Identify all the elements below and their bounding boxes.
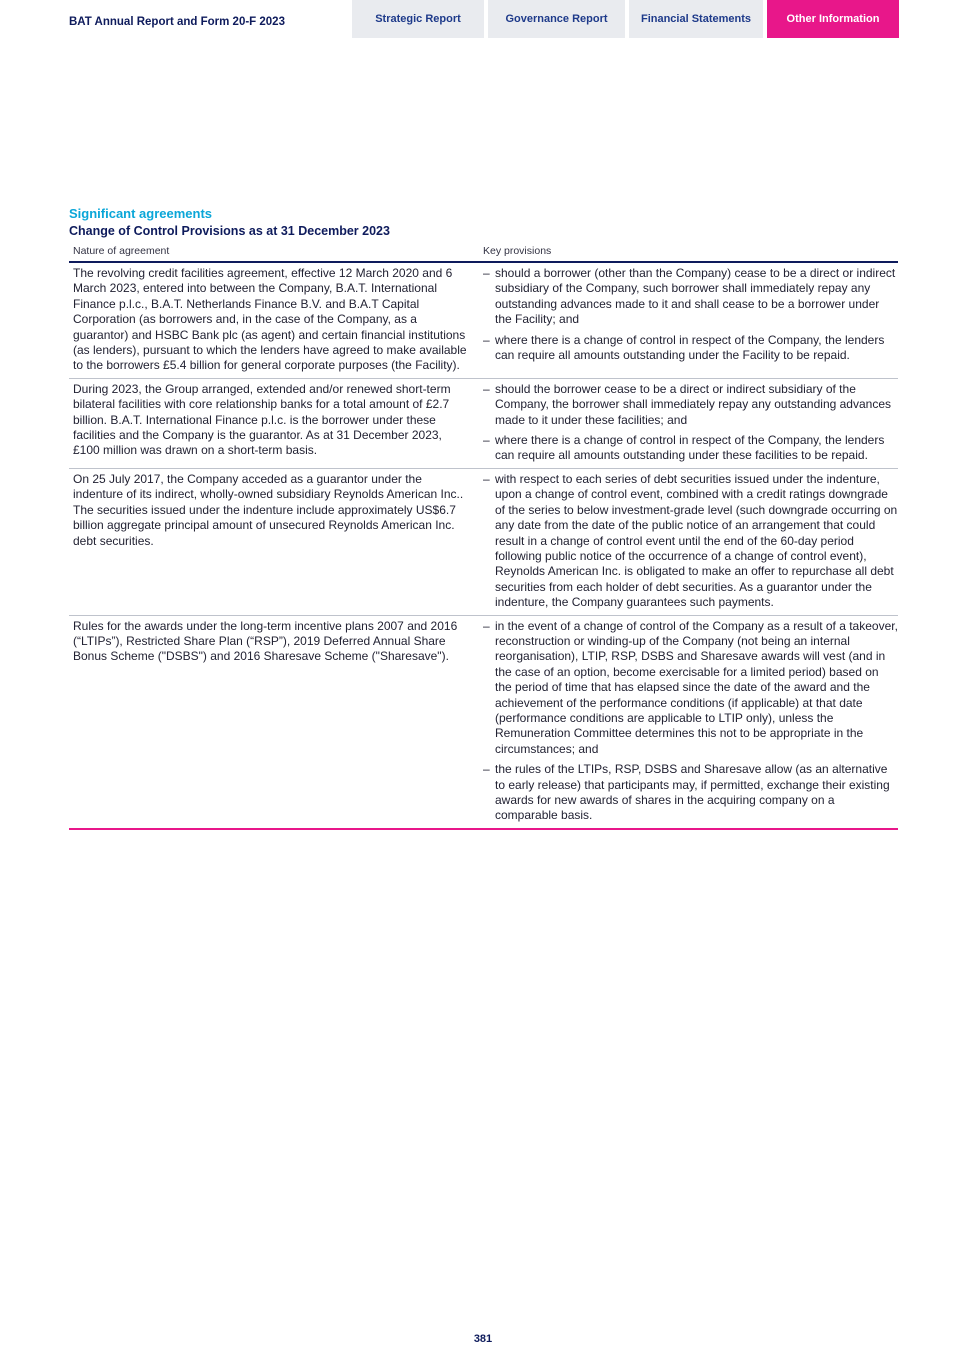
tab-other-information[interactable]: Other Information — [767, 0, 899, 38]
bullet-dash: – — [483, 471, 490, 486]
page-number: 381 — [473, 1333, 493, 1345]
table-title: Change of Control Provisions as at 31 December 2023 — [69, 224, 390, 238]
agreement-nature: On 25 July 2017, the Company acceded as a guarantor under the indenture of its indirect, wholly-owned subsidiary Reynolds American Inc.. The securities issued under the indenture include approximately US$6.7 billion aggregate principal amount of unsecured Reynolds American Inc. debt securities. — [73, 471, 464, 548]
table-row — [69, 263, 898, 379]
document-title: BAT Annual Report and Form 20-F 2023 — [69, 16, 285, 28]
bullet-dash: – — [483, 433, 490, 448]
provision-text: where there is a change of control in respect of the Company, the lenders can require all amounts outstanding under the Facility to be repaid. — [495, 332, 885, 363]
change-of-control-table — [69, 245, 898, 830]
table-row — [69, 379, 898, 469]
provision-text: should the borrower cease to be a direct or indirect subsidiary of the Company, the borrower shall immediately repay any outstanding advances made to it under these facilities; and — [495, 381, 891, 427]
tab-strategic-report[interactable]: Strategic Report — [352, 0, 484, 38]
provision-item — [483, 619, 898, 758]
key-provisions — [479, 619, 898, 824]
provision-item — [483, 266, 898, 328]
bullet-dash: – — [483, 332, 490, 347]
page-header — [0, 0, 966, 38]
section-tabs — [352, 0, 899, 38]
column-header-nature: Nature of agreement — [73, 245, 170, 257]
agreement-nature: During 2023, the Group arranged, extended and/or renewed short-term bilateral facilities with core relationship banks for a total amount of £2.7 billion. B.A.T. International Finance p.l.c. is the borrower under these facilities and the Company is the guarantor. As at 31 December 2023, £100 million was drawn on a short-term basis. — [73, 381, 451, 458]
table-row — [69, 616, 898, 828]
main-content — [69, 206, 898, 830]
agreement-nature: Rules for the awards under the long-term incentive plans 2007 and 2016 (“LTIPs”), Restricted Share Plan (“RSP”), 2019 Deferred Annual Share Bonus Scheme ("DSBS") and 2016 Sharesave Scheme ("Sharesave"). — [73, 618, 458, 664]
section-title: Significant agreements — [69, 206, 213, 221]
column-header-provisions: Key provisions — [483, 245, 552, 257]
provision-text: where there is a change of control in respect of the Company, the lenders can require all amounts outstanding under these facilities to be repaid. — [495, 433, 885, 463]
provision-item — [483, 762, 898, 824]
provision-item — [483, 382, 898, 428]
bullet-dash: – — [483, 762, 490, 777]
provision-item — [483, 433, 898, 464]
provision-item — [483, 472, 898, 611]
agreement-nature: The revolving credit facilities agreement, effective 12 March 2020 and 6 March 2023, entered into between the Company, B.A.T. International Finance p.l.c., B.A.T. Netherlands Finance B.V. and B.A.T Capital Corporation (as borrowers and, in the case of the Company, as a guarantor) and HSBC Bank plc (as agent) and certain financial institutions (as lenders), pursuant to which the lenders have agreed to make available to the borrowers £5.4 billion for general corporate purposes (the Facility). — [73, 266, 467, 373]
provision-item — [483, 333, 898, 364]
tab-financial-statements[interactable]: Financial Statements — [629, 0, 763, 38]
key-provisions — [479, 266, 898, 374]
provision-text: in the event of a change of control of the Company as a result of a takeover, reconstruction or winding-up of the Company (not being an internal reorganisation), LTIP, RSP, DSBS and Sharesave awards will vest (and in the case of an option, become exercisable for a limited period) based on the period of time that has elapsed since the date of the award and the achievement of the performance conditions (if applicable) at that date (performance conditions are applicable to LTIP only), unless the Remuneration Committee determines this not to be appropriate in the circumstances; and — [495, 618, 898, 756]
table-row — [69, 469, 898, 616]
key-provisions — [479, 472, 898, 611]
bullet-dash: – — [483, 266, 490, 280]
bullet-dash: – — [483, 618, 490, 633]
tab-governance-report[interactable]: Governance Report — [488, 0, 625, 38]
provision-text: should a borrower (other than the Company) cease to be a direct or indirect subsidiary of the Company, such borrower shall immediately repay any outstanding advances made to it and shall cease to be a borrower under the Facility; and — [495, 266, 896, 327]
bullet-dash: – — [483, 381, 490, 396]
provision-text: with respect to each series of debt securities issued under the indenture, upon a change of control event, combined with a credit ratings downgrade of the series to below investment-grade level (such downgrade occurring on any date from the date of the public notice of an arrangement that could result in a change of control event until the end of the 60-day period following public notice of the occurrence of a change of control event), Reynolds American Inc. is obligated to make an offer to repurchase all debt securities from each holder of debt securities. As a guarantor under the indenture, the Company guarantees such payments. — [495, 471, 898, 610]
table-header-row — [69, 245, 898, 263]
key-provisions — [479, 382, 898, 464]
provision-text: the rules of the LTIPs, RSP, DSBS and Sharesave allow (as an alternative to early release) that participants may, if permitted, exchange their existing awards for new awards of shares in the acquiring company on a comparable basis. — [495, 762, 890, 823]
